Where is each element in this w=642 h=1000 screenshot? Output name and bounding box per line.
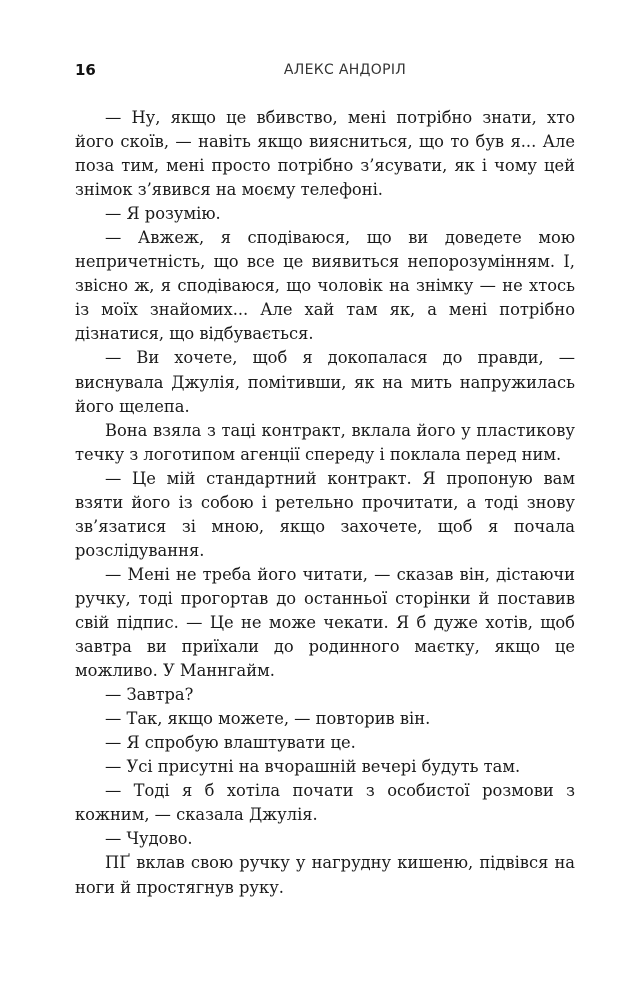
paragraph: — Ну, якщо це вбивство, мені потрібно знати, хто його скоїв, — навіть якщо виясниться, що то був я... Але поза тим, мені просто потрібно з’ясувати, як і чому цей знімок з’явився на моєму телефоні.: [75, 108, 575, 200]
paragraph: — Мені не треба його читати, — сказав він, дістаючи ручку, тоді прогортав до останньої сторінки й поставив свій підпис. — Це не може чекати. Я б дуже хотів, щоб завтра ви приїхали до родинного маєтку, якщо це можливо. У Маннгайм.: [75, 564, 575, 681]
page-number: 16: [75, 61, 96, 79]
paragraph: — Я розумію.: [105, 204, 221, 224]
paragraph: — Чудово.: [105, 829, 193, 849]
body-text: [75, 106, 575, 900]
paragraph: — Я спробую влаштувати це.: [105, 733, 356, 753]
paragraph: — Ви хочете, щоб я докопалася до правди, — виснувала Джулія, помітивши, як на мить напружилась його щелепа.: [75, 348, 575, 416]
paragraph: ПҐ вклав свою ручку у нагрудну кишеню, підвівся на ноги й простягнув руку.: [75, 853, 575, 897]
paragraph: — Усі присутні на вчорашній вечері будуть там.: [105, 757, 521, 777]
running-head-author: АЛЕКС АНДОРІЛ: [283, 62, 407, 78]
paragraph: Вона взяла з таці контракт, вклала його у пластикову течку з логотипом агенції спереду і поклала перед ним.: [75, 420, 575, 464]
page-header: [75, 58, 575, 82]
paragraph: — Це мій стандартний контракт. Я пропоную вам взяти його із собою і ретельно прочитати, а тоді знову зв’язатися зі мною, якщо захочете, щоб я почала розслідування.: [75, 468, 575, 560]
paragraph: — Тоді я б хотіла почати з особистої розмови з кожним, — сказала Джулія.: [75, 781, 575, 825]
paragraph: — Завтра?: [105, 685, 194, 705]
paragraph: — Так, якщо можете, — повторив він.: [105, 709, 431, 729]
paragraph: — Авжеж, я сподіваюся, що ви доведете мою непричетність, що все це виявиться непорозумінням. І, звісно ж, я сподіваюся, що чоловік на знімку — не хтось із моїх знайомих... Але хай там як, а мені потрібно дізнатися, що відбувається.: [75, 228, 575, 344]
